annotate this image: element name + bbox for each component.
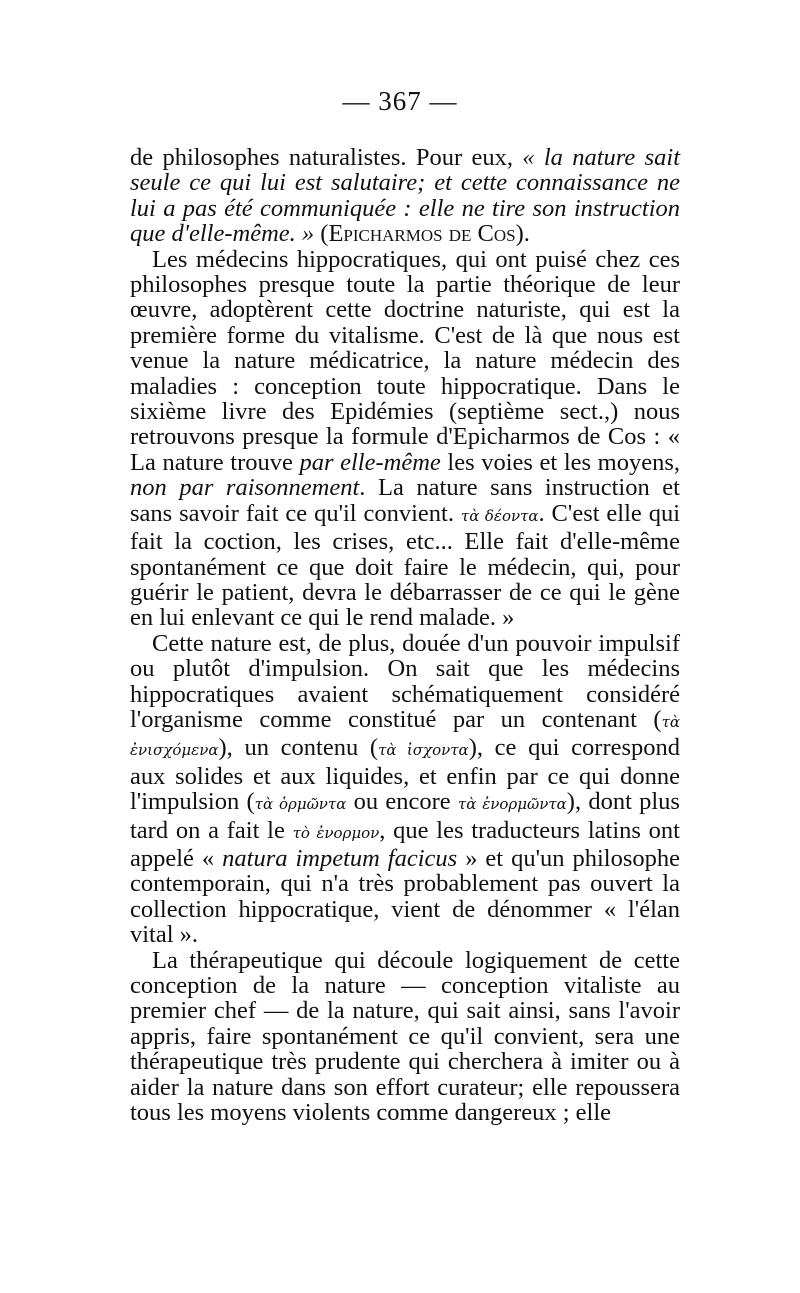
greek-phrase: τὰ ἐνορμῶντα [457, 795, 567, 814]
text-segment: , que les traducteurs latins ont appelé « [130, 816, 680, 872]
text-segment: ( [314, 220, 329, 248]
text-segment: les voies et les moyens, [440, 448, 680, 476]
text-segment: ), dont plus tard on a fait le [130, 788, 680, 844]
text-segment: » et qu'un philosophe contemporain, qui n'a très probablement pas ouvert la collection hippocratique, vient de dénommer « l'élan vital ». [130, 844, 680, 949]
greek-phrase: τὸ ἐνορμον [292, 823, 380, 842]
text-segment: ), un contenu ( [218, 734, 379, 762]
text-segment: ou encore [346, 788, 458, 816]
italic-text: non par raisonnement [130, 474, 360, 502]
text-segment: ). [515, 220, 530, 248]
page-number: — 367 — [342, 86, 458, 116]
greek-phrase: τὰ ὁρμῶντα [254, 795, 347, 814]
text-segment: Cette nature est, de plus, douée d'un pouvoir impulsif ou plutôt d'impulsion. On sait que les médecins hippocratiques avaient schématiquement considéré l'organisme comme constitué par un contenant ( [130, 629, 680, 733]
text-segment: . La nature sans instruction et sans savoir fait ce qu'il convient. [130, 474, 680, 527]
text-segment: de philosophes naturalistes. Pour eux, [130, 144, 523, 171]
paragraph [130, 145, 680, 247]
italic-text: par elle-même [299, 448, 441, 476]
paragraph [130, 631, 680, 948]
paragraph [130, 247, 680, 631]
text-segment: ), ce qui correspond aux solides et aux liquides, et enfin par ce qui donne l'impulsion ( [130, 734, 681, 816]
author-name: Epicharmos de Cos [328, 220, 516, 248]
greek-phrase: τὰ δέοντα [460, 506, 539, 525]
body-text [130, 145, 680, 1125]
italic-text: « la nature sait seule ce qui lui est salutaire; et cette connaissance ne lui a pas été communiquée : elle ne tire son instruction que d'elle-même. » [130, 144, 681, 248]
text-segment: . C'est elle qui fait la coction, les crises, etc... Elle fait d'elle-même spontanément ce que doit faire le médecin, qui, pour guérir le patient, devra le débarrasser de ce qui le gène en lui enlevant ce qui le rend malade. » [130, 499, 681, 632]
italic-text: natura impetum facicus [222, 844, 458, 872]
greek-phrase: τὰ ἰσχοντα [378, 741, 469, 760]
paragraph [130, 948, 680, 1126]
text-segment: La thérapeutique qui découle logiquement de cette conception de la nature — conception vitaliste au premier chef — de la nature, qui sait ainsi, sans l'avoir appris, faire spontanément ce qu'il convient, sera une thérapeutique très prudente qui cherchera à imiter ou à aider la nature dans son effort curateur; elle repoussera tous les moyens violents comme dangereux ; elle [130, 946, 680, 1127]
greek-phrase: τὰ ἐνισχόμενα [130, 712, 680, 760]
text-segment: Les médecins hippocratiques, qui ont puisé chez ces philosophes presque toute la partie théorique de leur œuvre, adoptèrent cette doctrine naturiste, qui est la première forme du vitalisme. C'est de là que nous est venue la nature médicatrice, la nature médecin des maladies : conception toute hippocratique. Dans le sixième livre des Epidémies (septième sect.,) nous retrouvons presque la formule d'Epicharmos de Cos : « La nature trouve [130, 245, 680, 476]
